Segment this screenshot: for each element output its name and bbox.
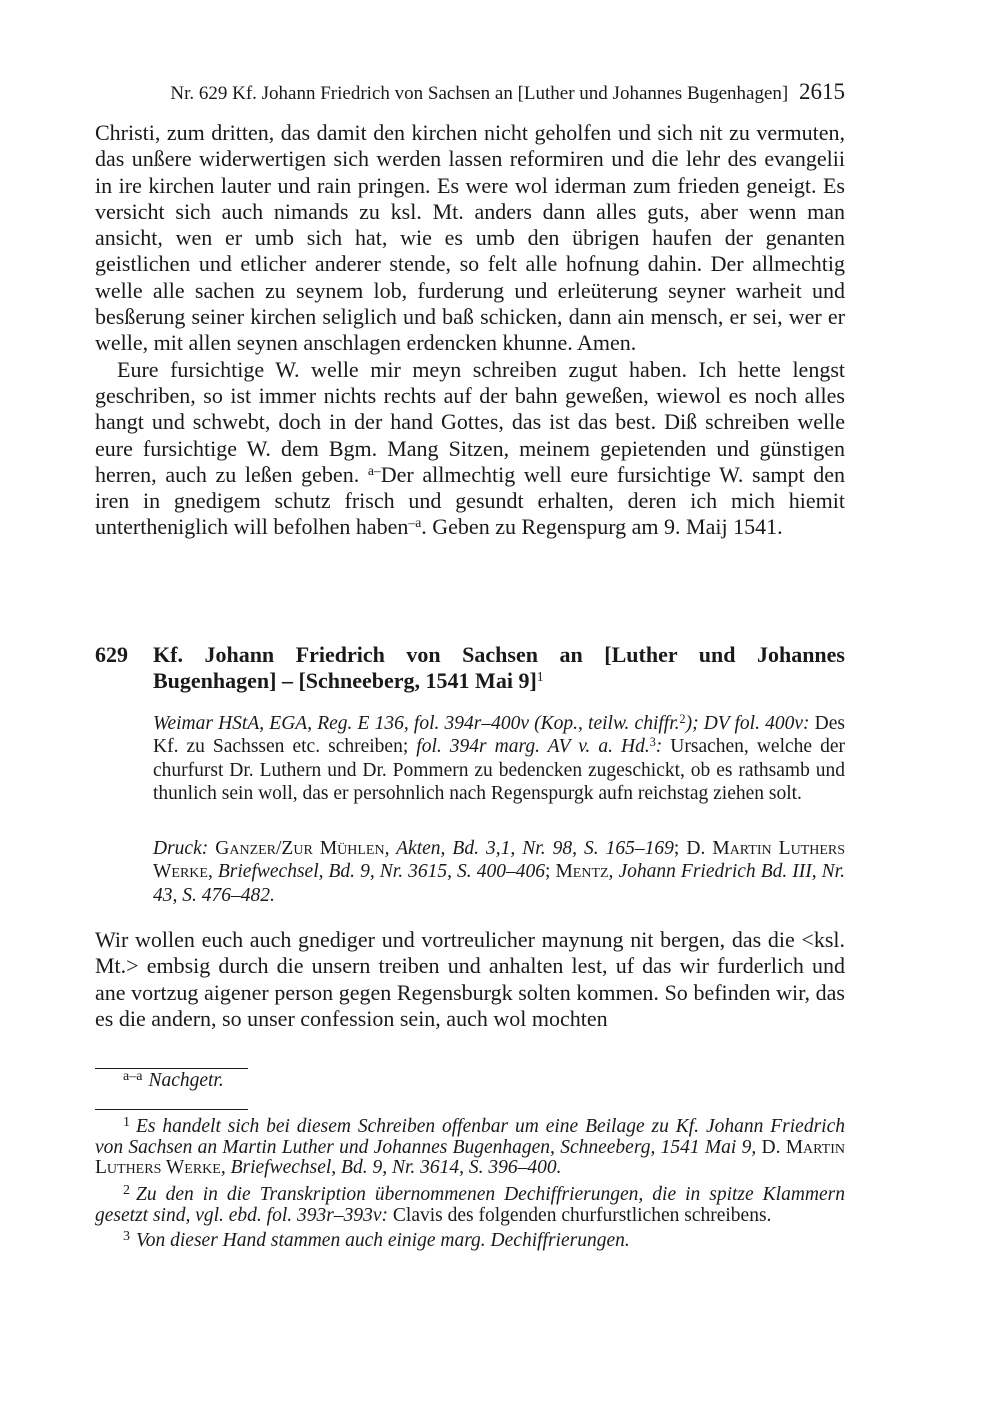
footnote-mark: –a <box>408 515 422 531</box>
running-head-title: Nr. 629 Kf. Johann Friedrich von Sachsen an [Luther und Johannes Bugenhagen] <box>170 83 789 104</box>
text: Druck: <box>153 838 209 859</box>
footnote-divider <box>95 1109 248 1110</box>
text: Weimar HStA, EGA, Reg. E 136, fol. 394r–400v (Kop., teilw. chiffr. <box>153 713 680 734</box>
text: ; <box>673 838 687 859</box>
footnote-mark: 3 <box>123 1228 130 1244</box>
paragraph <box>95 357 845 541</box>
text: fol. 394r marg. AV v. a. Hd. <box>416 736 650 758</box>
text: , Johann Friedrich Bd. III, Nr. 43, S. 476–482. <box>153 861 845 906</box>
footnote-mark: 3 <box>649 735 656 750</box>
paragraph: Wir wollen euch auch gnediger und vortreulicher maynung nit bergen, das die <ksl. Mt.> embsig durch die unsern treiben und anhalten lest, uf das wir furderlich und ane vortzug aigener person gegen Regensburgk solten kommen. So befinden wir, das es die andern, so unser confession sein, auch wol mochten <box>95 927 845 1031</box>
source-description <box>153 712 845 806</box>
text: , Briefwechsel, Bd. 9, Nr. 3614, S. 396–400. <box>220 1157 562 1178</box>
letter-start-text <box>95 927 845 1032</box>
text: Ganzer/Zur Mühlen <box>215 838 385 859</box>
text: , Briefwechsel, Bd. 9, Nr. 3615, S. 400–406 <box>207 861 545 883</box>
paragraph <box>95 1228 845 1252</box>
text: Von dieser Hand stammen auch einige marg. Dechiffrierungen. <box>136 1230 630 1251</box>
text: , Akten, Bd. 3,1, Nr. 98, S. 165–169 <box>384 838 674 859</box>
text: Zu den in die Transkription übernommenen Dechiffrierungen, die in spitze Klammern gesetzt sind, vgl. ebd. fol. 393r–393v: <box>95 1184 845 1226</box>
footnote-2 <box>95 1182 845 1226</box>
text: Es handelt sich bei diesem Schreiben offenbar um eine Beilage zu Kf. Johann Friedrich von Sachsen an Martin Luther und Johannes Bugenhagen, Schneeberg, 1541 Mai 9, <box>95 1116 845 1158</box>
footnote-mark: a– <box>367 463 381 479</box>
footnote-1 <box>95 1114 845 1179</box>
footnote-mark: 2 <box>679 711 686 726</box>
letter-end-text <box>95 120 845 541</box>
text: D. Martin Luthers Werke <box>153 838 846 883</box>
text: Der allmechtig well eure fursichtige W. sampt den iren in gnedigem schutz frisch und gesundt erhalten, deren ich mich hiemit untertheniglich will befolhen haben <box>95 461 845 540</box>
footnote-mark: a–a <box>123 1068 143 1084</box>
text: : <box>655 736 663 758</box>
paragraph <box>95 1114 845 1179</box>
paragraph <box>95 1068 845 1092</box>
text: Nachgetr. <box>148 1070 224 1091</box>
footnote-a <box>95 1068 845 1092</box>
footnote-3 <box>95 1228 845 1252</box>
footnote-divider <box>95 1068 248 1069</box>
text: Clavis des folgenden churfurstlichen schreibens. <box>388 1204 772 1226</box>
text: Eure fursichtige W. welle mir meyn schreiben zugut haben. Ich hette lengst geschriben, so ist immer nichts rechts auf der bahn geweßen, wiewol es noch alles hangt und schwebt, doch in der hand Gottes, das ist das best. Diß schreiben welle eure fursichtige W. dem Bgm. Mang Sitzen, meinem gepietenden und günstigen herren, auch zu leßen geben. <box>95 356 845 487</box>
text: Mentz <box>555 861 609 883</box>
text: D. Martin Luthers Werke <box>95 1136 845 1178</box>
paragraph <box>153 837 845 907</box>
paragraph: Christi, zum dritten, das damit den kirchen nicht geholfen und sich nit zu vermuten, das unßere widerwertigen sich werden lassen reformiren und die lehr des evangelii in ire kirchen lauter und rain pringen. Es were wol iderman zum frieden geneigt. Es versicht sich auch nimands zu ksl. Mt. anders dann alles guts, aber wenn man ansicht, wen er umb sich hat, wie es umb den übrigen haufen der genanten geistlichen und etlicher anderer stende, so felt alle hofnung dahin. Der allmechtig welle alle sachen zu seynem lob, furderung und erleüterung seyner warheit und besßerung seiner kirchen seliglich und baß schicken, dann ain mensch, er sei, wer er welle, mit allen seynen anschlagen erdencken khunne. Amen. <box>95 120 845 356</box>
paragraph <box>95 1182 845 1226</box>
footnote-mark: 1 <box>123 1114 130 1130</box>
page-number: 2615 <box>799 79 845 104</box>
paragraph <box>153 712 845 806</box>
footnote-mark: 2 <box>123 1182 130 1198</box>
running-head <box>148 78 845 108</box>
text: ); DV fol. 400v: <box>685 713 810 734</box>
text: ; <box>544 861 556 883</box>
entry-title-text: Kf. Johann Friedrich von Sachsen an [Luther und Johannes Bugenhagen] – [Schneeberg, 1541 Mai 9] <box>153 642 845 693</box>
text: Des Kf. zu Sachssen etc. schreiben; <box>153 713 846 758</box>
entry-title <box>153 642 845 694</box>
footnote-mark: 1 <box>536 669 544 685</box>
text: . Geben zu Regenspurg am 9. Maij 1541. <box>421 514 783 540</box>
print-references <box>153 837 845 907</box>
text: Ursachen, welche der churfurst Dr. Luthern und Dr. Pommern zu bedencken zugeschickt, ob es rathsamb und thunlich sein woll, das er persohnlich nach Regenspurgk aufn reichstag ziehen solt. <box>153 736 845 805</box>
entry-number: 629 <box>95 642 128 667</box>
